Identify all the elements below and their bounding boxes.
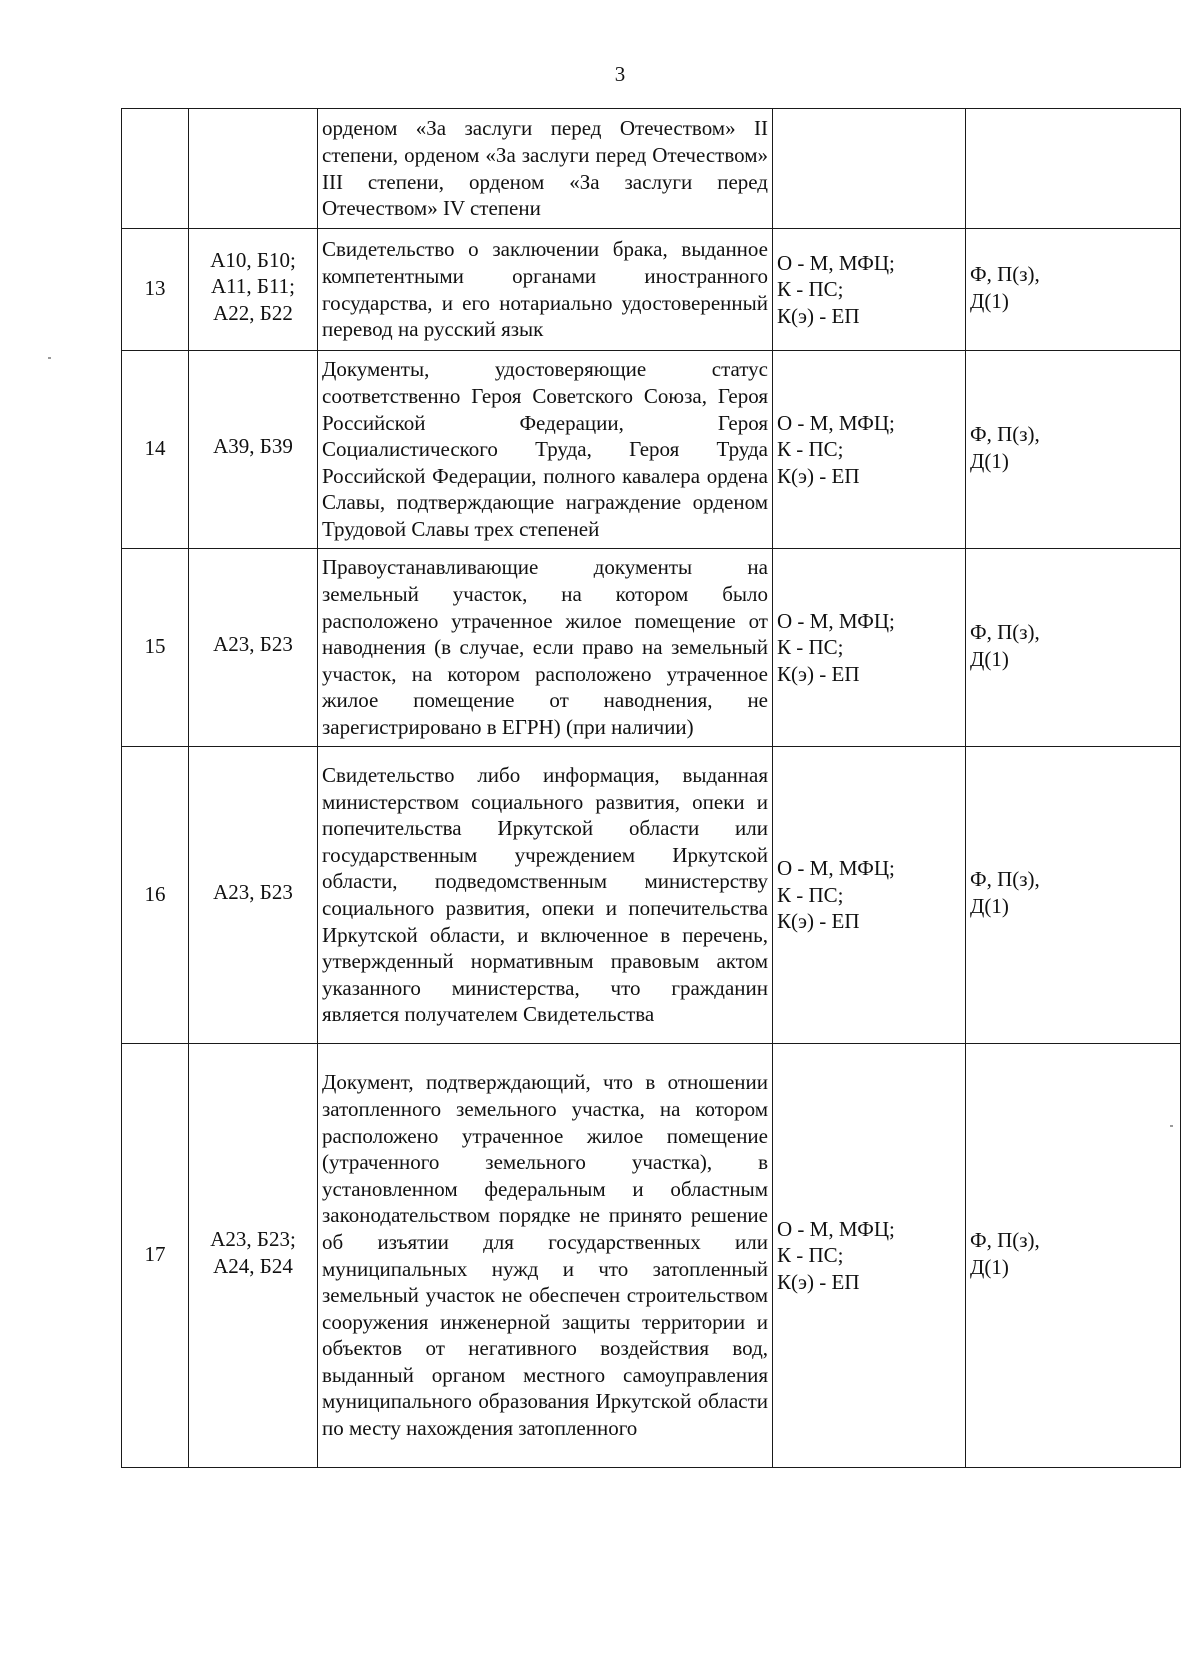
row-code-line: А23, Б23 (213, 879, 293, 904)
row-codes-cell (189, 1044, 318, 1468)
row-document-text: Документы, удостоверяющие статус соответственно Героя Советского Союза, Героя Российской Федерации, Героя Социалистического Труда, Героя Труда Российской Федерации, полного кавалера ордена Славы, подтверждающие награждение орденом Трудовой Славы трех степеней (322, 357, 768, 541)
row-codes (193, 879, 313, 912)
row-source-cell (773, 229, 966, 351)
row-codes (193, 1226, 313, 1285)
row-form-line: Д(1) (970, 646, 1009, 671)
page-number: 3 (614, 62, 626, 86)
row-number (126, 168, 184, 170)
row-code-line: А23, Б23; (210, 1226, 296, 1251)
row-source-line: К - ПС; (777, 437, 844, 462)
row-document-text: Свидетельство о заключении брака, выданное компетентными органами иностранного государства, и его нотариально удостоверенный перевод на русский язык (322, 237, 768, 342)
row-document-cell (318, 229, 773, 351)
row-form-line: Ф, П(з), (970, 421, 1040, 446)
row-source-cell (773, 1044, 966, 1468)
row-form-cell (966, 109, 1181, 229)
row-document-text: Правоустанавливающие документы на земельный участок, на котором было расположено утраченное жилое помещение от наводнения (в случае, если право на земельный участок, на котором расположено утраченное жилое помещение от наводнения, не зарегистрировано в ЕГРН) (при наличии) (322, 555, 768, 739)
table-row (122, 747, 1181, 1044)
row-codes (193, 247, 313, 333)
row-codes-cell (189, 747, 318, 1044)
row-form-cell (966, 1044, 1181, 1468)
table-row (122, 351, 1181, 549)
row-form-line: Ф, П(з), (970, 867, 1040, 892)
row-codes-cell (189, 229, 318, 351)
row-document-text: Документ, подтверждающий, что в отношении затопленного земельного участка, на котором расположено утраченное жилое помещение (утраченного земельного участка), в установленном федеральным и областным законодательством порядке не принято решение об изъятии для государственных или муниципальных нужд и что затопленный земельный участок не обеспечен строительством сооружения инженерной защиты территории и объектов от негативного воздействия вод, выданный органом местного самоуправления муниципального образования Иркутской области по месту нахождения затопленного (322, 1070, 768, 1441)
row-form-cell (966, 747, 1181, 1044)
row-form (970, 261, 1176, 318)
row-number-cell (122, 549, 189, 747)
row-number-cell (122, 1044, 189, 1468)
row-source-line: К(э) - ЕП (777, 463, 860, 488)
row-code-line: А23, Б23 (213, 632, 293, 657)
row-source-cell (773, 351, 966, 549)
row-form-cell (966, 549, 1181, 747)
row-source-line: К - ПС; (777, 1243, 844, 1268)
row-code-line: А39, Б39 (213, 434, 293, 459)
row-form-line: Д(1) (970, 894, 1009, 918)
scan-margin-mark (1170, 1125, 1173, 1127)
row-document-cell (318, 549, 773, 747)
row-codes (193, 433, 313, 466)
row-document-cell (318, 109, 773, 229)
row-document-cell (318, 351, 773, 549)
row-code-line: А10, Б10; (210, 247, 296, 272)
row-number: 14 (144, 436, 166, 461)
row-form (970, 1227, 1176, 1284)
row-code-line: А11, Б11; (211, 274, 295, 299)
row-codes (193, 631, 313, 664)
row-source-line: К - ПС; (777, 635, 844, 660)
row-form (970, 421, 1176, 478)
row-source-cell (773, 549, 966, 747)
row-form-line: Д(1) (970, 448, 1009, 473)
row-number: 15 (144, 634, 166, 659)
row-number: 16 (144, 881, 166, 906)
row-number-cell (122, 229, 189, 351)
row-source-line: К(э) - ЕП (777, 661, 860, 686)
row-code-line: А24, Б24 (213, 1253, 293, 1278)
row-number: 13 (144, 276, 166, 301)
row-form-cell (966, 351, 1181, 549)
row-source-line: К(э) - ЕП (777, 303, 860, 328)
row-source-cell (773, 747, 966, 1044)
row-source-line: О - М, МФЦ; (777, 608, 895, 633)
row-source-line: О - М, МФЦ; (777, 410, 895, 435)
row-document-cell (318, 747, 773, 1044)
row-number-cell (122, 351, 189, 549)
row-form-line: Ф, П(з), (970, 1227, 1040, 1252)
scan-margin-mark (48, 357, 51, 359)
row-form (970, 619, 1176, 676)
row-document-text: Свидетельство либо информация, выданная министерством социального развития, опеки и попечительства Иркутской области или государственным учреждением Иркутской области, подведомственным министерству социального развития, опеки и попечительства Иркутской области, и включенное в перечень, утвержденный нормативным правовым актом указанного министерства, что гражданин является получателем Свидетельства (322, 763, 768, 1027)
table-row (122, 109, 1181, 229)
row-number-cell (122, 109, 189, 229)
row-form-line: Ф, П(з), (970, 261, 1040, 286)
row-codes-cell (189, 351, 318, 549)
table-row (122, 549, 1181, 747)
row-codes-cell (189, 109, 318, 229)
documents-table (121, 108, 1181, 1468)
row-code-line: А22, Б22 (213, 300, 293, 325)
row-form (970, 866, 1176, 923)
table-body (122, 109, 1181, 1468)
row-document-cell (318, 1044, 773, 1468)
row-number-cell (122, 747, 189, 1044)
row-source-line: К(э) - ЕП (777, 1269, 860, 1294)
row-document-text: орденом «За заслуги перед Отечеством» II степени, орденом «За заслуги перед Отечеством» III степени, орденом «За заслуги перед Отечеством» IV степени (322, 116, 768, 221)
row-source-line: О - М, МФЦ; (777, 1216, 895, 1241)
row-source-line: О - М, МФЦ; (777, 856, 895, 881)
row-source-line: К - ПС; (777, 277, 844, 302)
row-source-line: О - М, МФЦ; (777, 250, 895, 275)
row-codes-cell (189, 549, 318, 747)
row-source-line: К - ПС; (777, 882, 844, 907)
row-number: 17 (144, 1242, 166, 1267)
row-source-line: К(э) - ЕП (777, 909, 860, 934)
row-source-cell (773, 109, 966, 229)
row-form-line: Д(1) (970, 288, 1009, 313)
row-form-cell (966, 229, 1181, 351)
row-form-line: Ф, П(з), (970, 619, 1040, 644)
table-row (122, 229, 1181, 351)
row-form-line: Д(1) (970, 1254, 1009, 1279)
table-row (122, 1044, 1181, 1468)
